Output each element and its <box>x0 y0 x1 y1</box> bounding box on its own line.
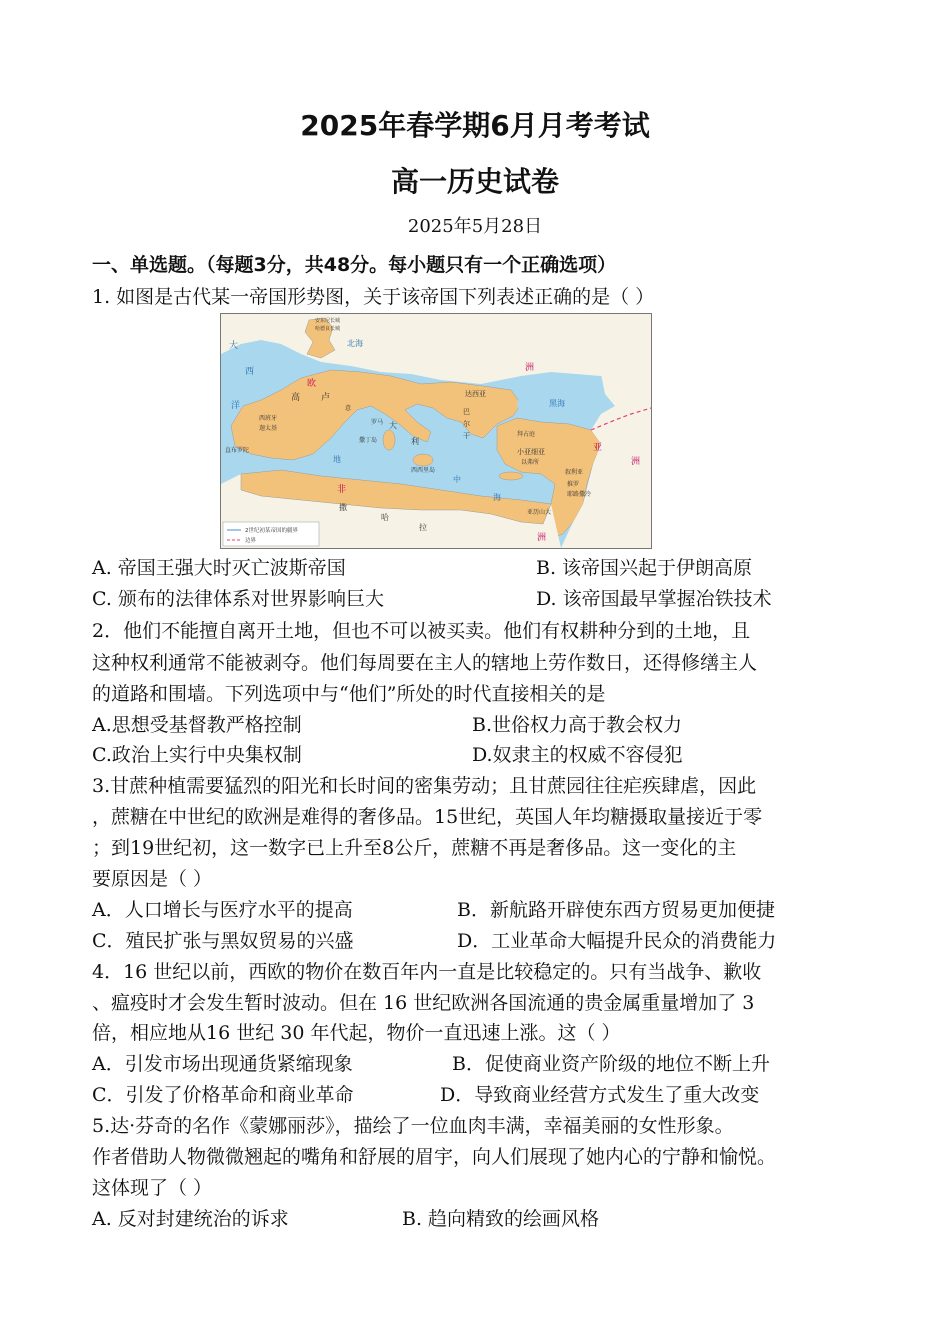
map-label: 大 <box>389 421 397 430</box>
map-label: 拉 <box>419 523 427 532</box>
q5-option-a: A. 反对封建统治的诉求 <box>92 1208 289 1230</box>
map-label: 哈德良长城 <box>315 326 341 332</box>
exam-title: 2025年春学期6月月考考试 <box>300 109 650 142</box>
q3-line: 3.甘蔗种植需要猛烈的阳光和长时间的密集劳动；且甘蔗园往往疟疾肆虐，因此 <box>92 775 757 797</box>
map-label: 西 <box>245 367 255 377</box>
q3-option-a: A．人口增长与医疗水平的提高 <box>92 899 353 921</box>
q5-line: 作者借助人物微微翘起的嘴角和舒展的眉宇，向人们展现了她内心的宁静和愉悦。 <box>92 1146 777 1168</box>
q2-line: 这种权利通常不能被剥夺。他们每周要在主人的辖地上劳作数日，还得修缮主人 <box>92 652 758 674</box>
map-label: 推罗 <box>567 481 580 488</box>
q5-line: 5.达·芬奇的名作《蒙娜丽莎》，描绘了一位血肉丰满，幸福美丽的女性形象。 <box>92 1115 734 1137</box>
map-label: 哈 <box>381 513 389 522</box>
map-legend-label-1: 2世纪初某帝国的疆界 <box>245 528 298 534</box>
q5-option-b: B. 趋向精致的绘画风格 <box>402 1208 600 1230</box>
map-label: 北海 <box>347 339 363 348</box>
q2-option-a: A.思想受基督教严格控制 <box>92 714 302 736</box>
q1-option-a: A. 帝国王强大时灭亡波斯帝国 <box>92 557 346 579</box>
map-label: 亚历山大 <box>527 509 552 516</box>
map-label: 撒 <box>339 503 347 512</box>
map-label: 达西亚 <box>465 390 486 398</box>
map-label: 安东尼长城 <box>315 318 341 324</box>
map-label: 洲 <box>537 533 547 543</box>
map-label: 拜占庭 <box>517 431 536 438</box>
q1-stem: 1. 如图是古代某一帝国形势图，关于该帝国下列表述正确的是（ ） <box>92 286 655 308</box>
q1-option-c: C. 颁布的法律体系对世界影响巨大 <box>92 588 384 610</box>
q4-option-d: D．导致商业经营方式发生了重大改变 <box>440 1084 760 1106</box>
map-label: 地 <box>333 455 341 464</box>
exam-subtitle: 高一历史试卷 <box>390 165 559 198</box>
map-label: 尔 <box>463 420 470 428</box>
map-label: 黑海 <box>549 399 565 408</box>
map-label: 中 <box>453 475 461 484</box>
map-legend <box>223 522 319 546</box>
q2-line: 的道路和围墙。下列选项中与“他们”所处的时代直接相关的是 <box>92 683 606 705</box>
q4-option-b: B．促使商业资产阶级的地位不断上升 <box>452 1053 770 1075</box>
map-label: 卢 <box>321 393 331 403</box>
map-label: 干 <box>463 432 470 440</box>
q3-option-b: B．新航路开辟使东西方贸易更加便捷 <box>457 899 775 921</box>
q2-option-c: C.政治上实行中央集权制 <box>92 744 302 766</box>
map-label: 海 <box>493 493 501 502</box>
section-heading: 一、单选题。（每题3分，共48分。每小题只有一个正确选项） <box>92 254 617 276</box>
q2-option-d: D.奴隶主的权威不容侵犯 <box>472 744 683 766</box>
q4-line: 4．16 世纪以前，西欧的物价在数百年内一直是比较稳定的。只有当战争、歉收 <box>92 961 762 983</box>
map-legend-label-2: 边界 <box>245 538 257 544</box>
map-label: 罗马 <box>371 419 384 426</box>
map-label: 西班牙 <box>259 415 278 422</box>
map-label: 小亚细亚 <box>517 448 545 456</box>
exam-date: 2025年5月28日 <box>407 216 543 237</box>
q3-line: ；到19世纪初，这一数字已上升至8公斤，蔗糖不再是奢侈品。这一变化的主 <box>92 837 737 859</box>
map-sardinia <box>383 430 395 450</box>
map-label: 以弗所 <box>521 459 540 466</box>
map-label: 西西里岛 <box>411 467 436 474</box>
q4-line: 、瘟疫时才会发生暂时波动。但在 16 世纪欧洲各国流通的贵金属重量增加了 3 <box>92 992 755 1014</box>
map-label: 巴 <box>463 408 470 416</box>
map-figure <box>221 314 651 548</box>
q2-line: 2．他们不能擅自离开土地，但也不可以被买卖。他们有权耕种分到的土地，且 <box>92 620 751 642</box>
map-label: 耶路撒冷 <box>567 491 592 498</box>
q2-option-b: B.世俗权力高于教会权力 <box>472 714 683 736</box>
q3-option-d: D．工业革命大幅提升民众的消费能力 <box>457 930 777 952</box>
map-label: 洲 <box>631 457 641 467</box>
q4-line: 倍，相应地从16 世纪 30 年代起，物价一直迅速上涨。这（ ） <box>92 1022 621 1044</box>
q3-line: ，蔗糖在中世纪的欧洲是难得的奢侈品。15世纪，英国人年均糖摄取量接近于零 <box>92 806 763 828</box>
q1-option-b: B. 该帝国兴起于伊朗高原 <box>536 557 753 579</box>
map-label: 洲 <box>525 363 535 373</box>
q3-option-c: C．殖民扩张与黑奴贸易的兴盛 <box>92 930 354 952</box>
map-label: 叙利亚 <box>565 469 584 476</box>
map-label: 欧 <box>307 379 317 389</box>
map-label: 利 <box>411 437 419 446</box>
q4-option-c: C．引发了价格革命和商业革命 <box>92 1084 354 1106</box>
map-label: 高 <box>291 393 301 403</box>
q3-line: 要原因是（ ） <box>92 868 213 890</box>
map-label: 非 <box>337 485 347 495</box>
map-label: 迦太基 <box>259 425 278 432</box>
map-label: 亚 <box>593 443 603 453</box>
roman-empire-map <box>220 313 652 549</box>
map-crete <box>499 472 523 480</box>
q4-option-a: A．引发市场出现通货紧缩现象 <box>92 1053 353 1075</box>
q1-option-d: D. 该帝国最早掌握冶铁技术 <box>536 588 772 610</box>
map-label: 直布罗陀 <box>225 447 250 454</box>
map-label: 撒丁岛 <box>359 437 378 444</box>
map-label: 意 <box>345 405 352 412</box>
map-label: 洋 <box>231 401 241 411</box>
q5-line: 这体现了（ ） <box>92 1177 213 1199</box>
map-label: 大 <box>229 341 239 351</box>
map-sicily <box>413 454 433 466</box>
